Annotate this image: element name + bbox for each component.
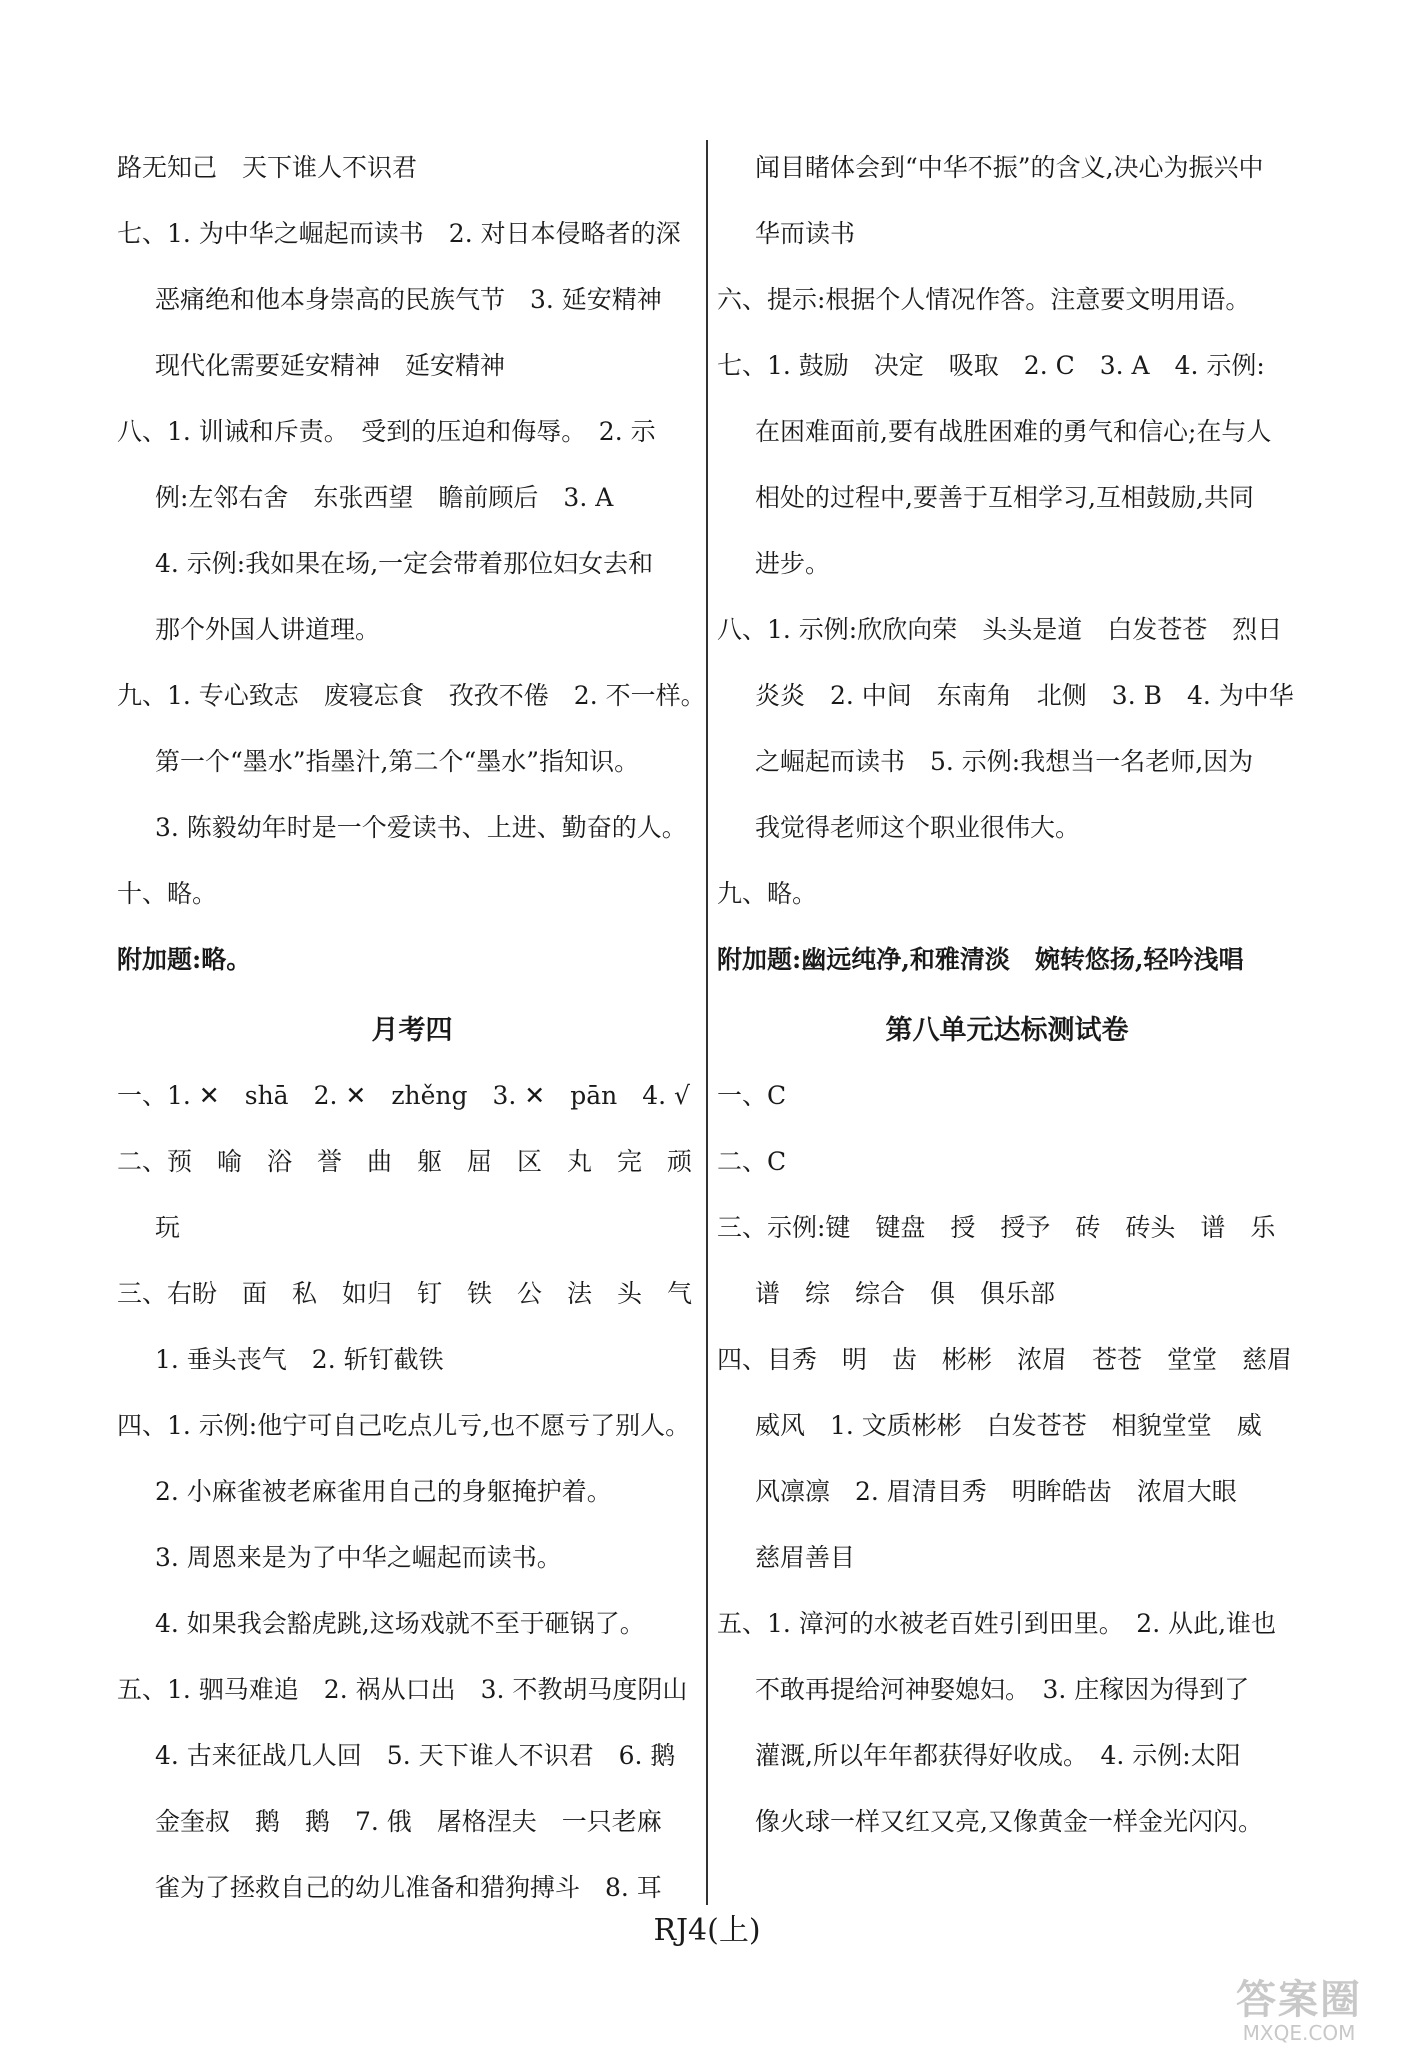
left-column	[117, 135, 707, 1921]
answer-line: 金奎叔 鹅 鹅 7. 俄 屠格涅夫 一只老麻	[155, 1807, 662, 1836]
answer-line: 4. 如果我会豁虎跳,这场戏就不至于砸锅了。	[155, 1609, 645, 1638]
answer-line: 三、右盼 面 私 如归 钉 铁 公 法 头 气	[117, 1279, 693, 1308]
answer-line: 华而读书	[755, 219, 856, 248]
answer-line: 2. 小麻雀被老麻雀用自己的身躯掩护着。	[155, 1477, 612, 1506]
watermark-url: MXQE.COM	[1242, 2021, 1356, 2045]
answer-line: 一、C	[717, 1081, 787, 1110]
answer-line: 十、略。	[117, 879, 218, 908]
answer-line: 路无知己 天下谁人不识君	[117, 153, 418, 182]
answer-line: 六、提示:根据个人情况作答。注意要文明用语。	[717, 285, 1251, 314]
answer-line: 三、示例:键 键盘 授 授予 砖 砖头 谱 乐	[717, 1213, 1276, 1242]
answer-line: 九、1. 专心致志 废寝忘食 孜孜不倦 2. 不一样。	[117, 681, 706, 710]
answer-line: 相处的过程中,要善于互相学习,互相鼓励,共同	[755, 483, 1254, 512]
page-footer: RJ4(上)	[653, 1913, 761, 1948]
answer-line: 之崛起而读书 5. 示例:我想当一名老师,因为	[755, 747, 1254, 776]
answer-line: 七、1. 为中华之崛起而读书 2. 对日本侵略者的深	[117, 219, 681, 248]
answer-line: 七、1. 鼓励 决定 吸取 2. C 3. A 4. 示例:	[717, 351, 1265, 380]
answer-line: 在困难面前,要有战胜困难的勇气和信心;在与人	[755, 417, 1272, 446]
answer-line: 不敢再提给河神娶媳妇。 3. 庄稼因为得到了	[755, 1675, 1250, 1704]
answer-line: 五、1. 漳河的水被老百姓引到田里。 2. 从此,谁也	[717, 1609, 1277, 1638]
section-heading: 第八单元达标测试卷	[885, 1015, 1129, 1046]
answer-line: 二、预 喻 浴 誉 曲 躯 屈 区 丸 完 顽	[117, 1147, 693, 1176]
section-heading: 月考四	[371, 1015, 453, 1046]
answer-line: 一、1. ✕ shā 2. ✕ zhěng 3. ✕ pān 4. √	[117, 1081, 690, 1110]
answer-line: 4. 示例:我如果在场,一定会带着那位妇女去和	[155, 549, 654, 578]
answer-line: 闻目睹体会到“中华不振”的含义,决心为振兴中	[755, 153, 1264, 182]
answer-line: 例:左邻右舍 东张西望 瞻前顾后 3. A	[155, 483, 614, 512]
answer-line: 灌溉,所以年年都获得好收成。 4. 示例:太阳	[755, 1741, 1241, 1770]
answer-line: 3. 陈毅幼年时是一个爱读书、上进、勤奋的人。	[155, 813, 687, 842]
answer-line: 五、1. 驷马难追 2. 祸从口出 3. 不教胡马度阴山	[117, 1675, 688, 1704]
answer-line: 炎炎 2. 中间 东南角 北侧 3. B 4. 为中华	[755, 681, 1294, 710]
answer-line: 二、C	[717, 1147, 787, 1176]
answer-line: 威风 1. 文质彬彬 白发苍苍 相貌堂堂 威	[755, 1411, 1262, 1440]
watermark-logo-text: 答案圈	[1236, 1977, 1362, 2023]
answer-line: 雀为了拯救自己的幼儿准备和猎狗搏斗 8. 耳	[155, 1873, 662, 1902]
answer-line: 四、目秀 明 齿 彬彬 浓眉 苍苍 堂堂 慈眉	[717, 1345, 1293, 1374]
bonus-question-line: 附加题:略。	[117, 945, 252, 974]
answer-line: 慈眉善目	[755, 1543, 856, 1572]
answer-line: 进步。	[755, 549, 831, 578]
answer-line: 我觉得老师这个职业很伟大。	[755, 813, 1081, 842]
answer-line: 像火球一样又红又亮,又像黄金一样金光闪闪。	[755, 1807, 1263, 1836]
right-column	[717, 135, 1297, 1855]
answer-line: 风凛凛 2. 眉清目秀 明眸皓齿 浓眉大眼	[755, 1477, 1237, 1506]
answer-line: 那个外国人讲道理。	[155, 615, 381, 644]
answer-line: 九、略。	[717, 879, 818, 908]
answer-line: 3. 周恩来是为了中华之崛起而读书。	[155, 1543, 562, 1572]
answer-line: 四、1. 示例:他宁可自己吃点儿亏,也不愿亏了别人。	[117, 1411, 691, 1440]
answer-line: 玩	[155, 1213, 181, 1242]
watermark-logo	[1204, 1978, 1394, 2048]
answer-line: 4. 古来征战几人回 5. 天下谁人不识君 6. 鹅	[155, 1741, 676, 1770]
column-divider	[706, 140, 708, 1905]
answer-line: 恶痛绝和他本身崇高的民族气节 3. 延安精神	[155, 285, 662, 314]
answer-line: 现代化需要延安精神 延安精神	[155, 351, 506, 380]
answer-line: 谱 综 综合 俱 俱乐部	[755, 1279, 1056, 1308]
answer-line: 第一个“墨水”指墨汁,第二个“墨水”指知识。	[155, 747, 640, 776]
answer-line: 八、1. 训诫和斥责。 受到的压迫和侮辱。 2. 示	[117, 417, 656, 446]
bonus-question-line: 附加题:幽远纯净,和雅清淡 婉转悠扬,轻吟浅唱	[717, 945, 1244, 974]
answer-line: 八、1. 示例:欣欣向荣 头头是道 白发苍苍 烈日	[717, 615, 1283, 644]
answer-line: 1. 垂头丧气 2. 斩钉截铁	[155, 1345, 444, 1374]
